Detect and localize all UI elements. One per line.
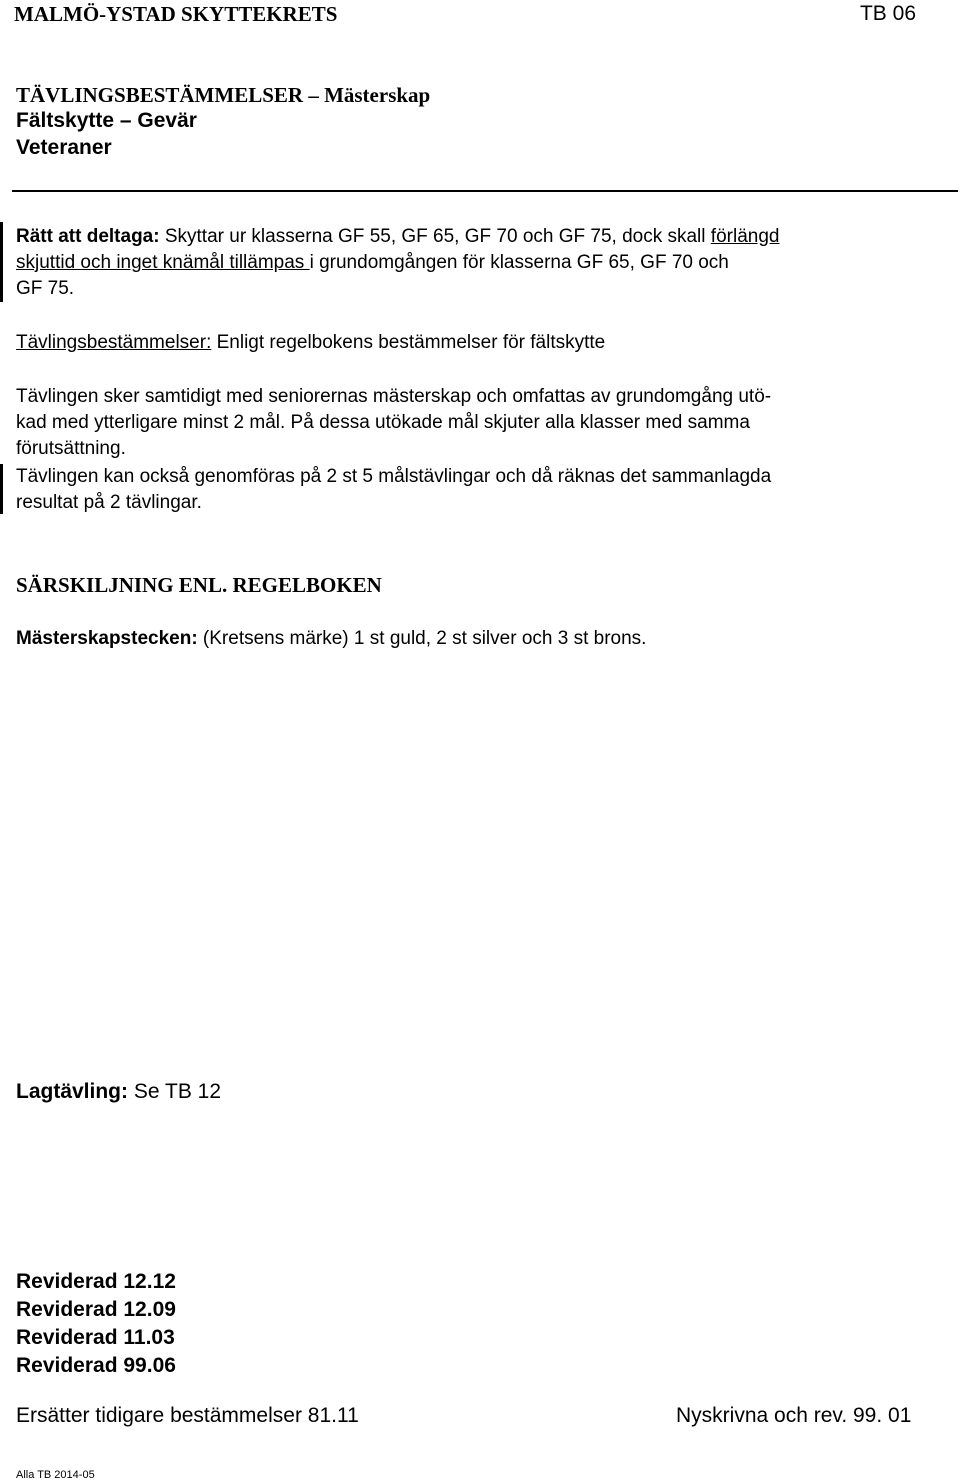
ratt-line-1 (16, 224, 779, 250)
change-bar (0, 222, 3, 302)
ratt-text-a: Skyttar ur klasserna GF 55, GF 65, GF 70 och GF 75, dock skall (159, 226, 711, 247)
paragraph-line: Tävlingen kan också genomföras på 2 st 5 målstävlingar och då räknas det sammanlagda (16, 466, 772, 487)
masterskapstecken (16, 626, 646, 652)
tavl-label: Tävlingsbestämmelser: (16, 332, 212, 353)
revision-list (16, 1268, 176, 1380)
org-name: MALMÖ-YSTAD SKYTTEKRETS (14, 2, 338, 26)
tavl-text: Enligt regelbokens bestämmelser för fältskytte (211, 332, 606, 353)
footer-note: Alla TB 2014-05 (16, 1469, 95, 1481)
ratt-line-3: GF 75. (16, 278, 75, 299)
masterskap-label: Mästerskapstecken: (16, 628, 198, 649)
masterskap-text: (Kretsens märke) 1 st guld, 2 st silver och 3 st brons. (197, 628, 647, 649)
revision-item: Reviderad 11.03 (16, 1326, 175, 1349)
revision-item: Reviderad 99.06 (16, 1354, 176, 1377)
lagtavling-label: Lagtävling: (16, 1080, 129, 1103)
lagtavling (16, 1080, 221, 1104)
title-divider (12, 190, 958, 192)
document-title: TÄVLINGSBESTÄMMELSER – Mästerskap (16, 83, 431, 107)
ratt-underlined-2: skjuttid och inget knämål tillämpas (16, 252, 310, 273)
nyskrivna-text: Nyskrivna och rev. 99. 01 (676, 1404, 912, 1427)
section-tavlingsbestammelser (16, 330, 605, 356)
paragraph-line: kad med ytterligare minst 2 mål. På dessa utökade mål skjuter alla klasser med samma (16, 412, 750, 433)
ratt-line-2 (16, 250, 779, 276)
document-category: Veteraner (16, 136, 112, 159)
document-number: TB 06 (859, 2, 916, 25)
change-bar (0, 464, 3, 514)
lagtavling-text: Se TB 12 (128, 1080, 222, 1103)
paragraph-line: Tävlingen sker samtidigt med seniorernas mästerskap och omfattas av grundomgång utö- (16, 386, 772, 407)
paragraph-line: förutsättning. (16, 438, 126, 459)
document-subtitle: Fältskytte – Gevär (16, 109, 197, 132)
ratt-underlined-1: förlängd (710, 226, 780, 247)
ersatter-text: Ersätter tidigare bestämmelser 81.11 (16, 1404, 359, 1427)
ratt-label: Rätt att deltaga: (16, 226, 160, 247)
revision-item: Reviderad 12.12 (16, 1270, 176, 1293)
revision-item: Reviderad 12.09 (16, 1298, 176, 1321)
ratt-text-b: i grundomgången för klasserna GF 65, GF 70 och (309, 252, 729, 273)
section-ratt-att-deltaga (16, 224, 779, 302)
paragraph-samtidigt (16, 384, 771, 462)
paragraph-line: resultat på 2 tävlingar. (16, 492, 202, 513)
paragraph-malstavlingar (16, 464, 771, 516)
sarskiljning-heading: SÄRSKILJNING ENL. REGELBOKEN (16, 573, 382, 597)
